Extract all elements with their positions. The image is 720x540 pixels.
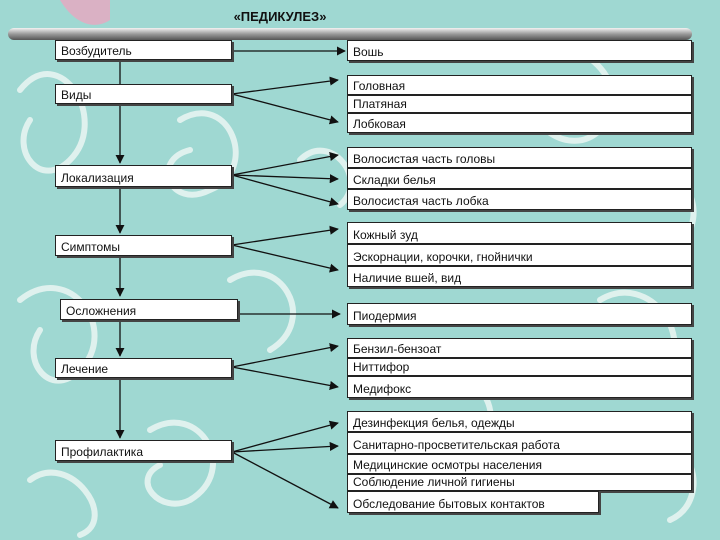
linen-folds-box: Складки белья — [347, 168, 692, 189]
itching-box: Кожный зуд — [347, 222, 692, 244]
pubic-louse-box: Лобковая — [347, 113, 692, 133]
excoriations-box: Эскорнации, корочки, гнойнички — [347, 244, 692, 266]
prevention-box: Профилактика — [55, 440, 232, 461]
types-box: Виды — [55, 84, 232, 104]
scalp-box: Волосистая часть головы — [347, 147, 692, 168]
diagram-title: «ПЕДИКУЛЕЗ» — [233, 9, 327, 24]
head-louse-box: Головная — [347, 75, 692, 95]
contacts-box: Обследование бытовых контактов — [347, 491, 599, 513]
disinfection-box: Дезинфекция белья, одежды — [347, 411, 692, 432]
hygiene-box: Соблюдение личной гигиены — [347, 474, 692, 491]
pathogen-box: Возбудитель — [55, 40, 232, 60]
medifox-box: Медифокс — [347, 376, 692, 398]
pubic-area-box: Волосистая часть лобка — [347, 189, 692, 210]
checkups-box: Медицинские осмотры населения — [347, 454, 692, 474]
complications-box: Осложнения — [60, 299, 238, 320]
benzyl-benzoate-box: Бензил-бензоат — [347, 338, 692, 358]
body-louse-box: Платяная — [347, 95, 692, 113]
localization-box: Локализация — [55, 165, 232, 187]
nittifor-box: Ниттифор — [347, 358, 692, 376]
education-box: Санитарно-просветительская работа — [347, 432, 692, 454]
lice-presence-box: Наличие вшей, вид — [347, 266, 692, 287]
pyoderma-box: Пиодермия — [347, 303, 692, 325]
symptoms-box: Симптомы — [55, 235, 232, 256]
treatment-box: Лечение — [55, 358, 232, 378]
louse-box: Вошь — [347, 40, 692, 61]
